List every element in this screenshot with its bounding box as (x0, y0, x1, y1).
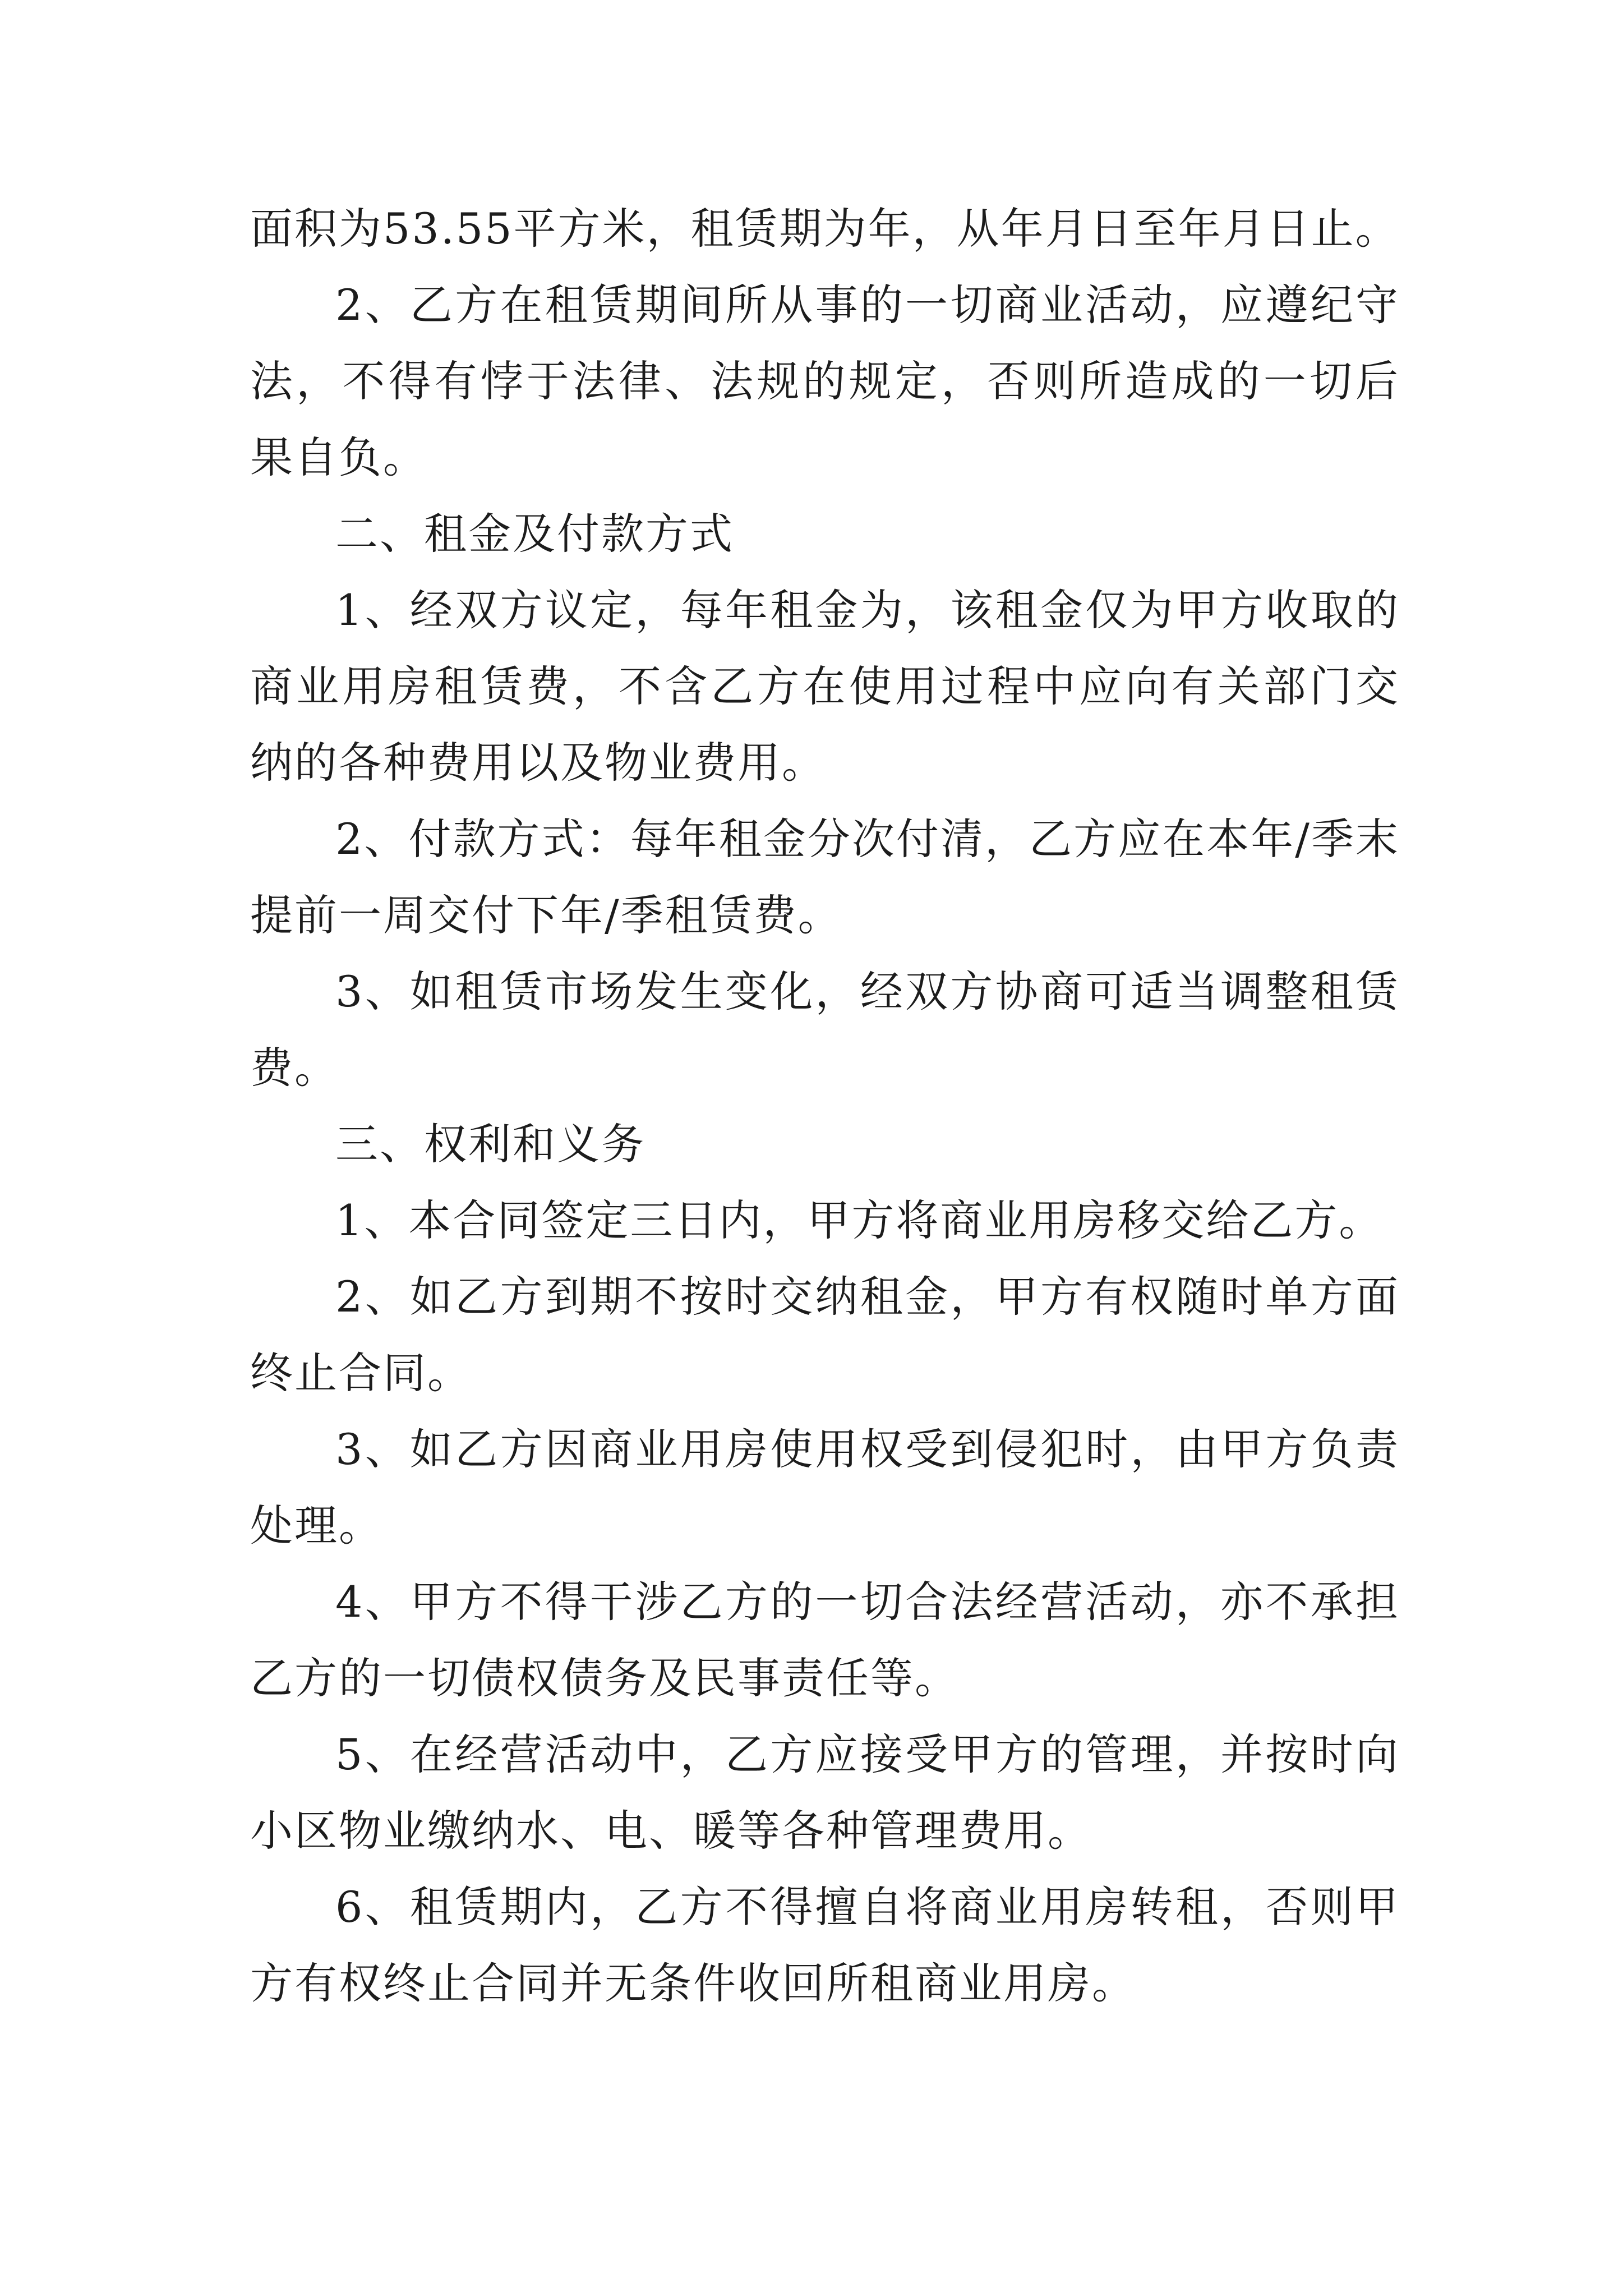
contract-body (250, 191, 1400, 2022)
section-heading-rights-obligations: 三、权利和义务 (335, 1119, 645, 1169)
paragraph-late-rent-termination: 2、如乙方到期不按时交纳租金，甲方有权随时单方面终止合同。 (250, 1272, 1400, 1398)
paragraph-lawful-business: 2、乙方在租赁期间所从事的一切商业活动，应遵纪守法，不得有悖于法律、法规的规定，否则所造成的一切后果自负。 (250, 280, 1400, 482)
paragraph-non-interference: 4、甲方不得干涉乙方的一切合法经营活动，亦不承担乙方的一切债权债务及民事责任等。 (250, 1577, 1400, 1703)
paragraph-usage-rights-infringement: 3、如乙方因商业用房使用权受到侵犯时，由甲方负责处理。 (250, 1424, 1400, 1550)
paragraph-management-fees: 5、在经营活动中，乙方应接受甲方的管理，并按时向小区物业缴纳水、电、暖等各种管理费用。 (250, 1729, 1400, 1856)
paragraph-payment-method: 2、付款方式：每年租金分次付清，乙方应在本年/季末提前一周交付下年/季租赁费。 (250, 814, 1400, 940)
paragraph-annual-rent: 1、经双方议定，每年租金为，该租金仅为甲方收取的商业用房租赁费，不含乙方在使用过程中应向有关部门交纳的各种费用以及物业费用。 (250, 585, 1400, 788)
paragraph-handover: 1、本合同签定三日内，甲方将商业用房移交给乙方。 (335, 1195, 1384, 1245)
paragraph-rent-adjustment: 3、如租赁市场发生变化，经双方协商可适当调整租赁费。 (250, 967, 1400, 1093)
paragraph-area-and-term: 面积为53.55平方米，租赁期为年，从年月日至年月日止。 (250, 204, 1400, 254)
section-heading-rent-payment: 二、租金及付款方式 (335, 509, 734, 559)
paragraph-no-sublease: 6、租赁期内，乙方不得擅自将商业用房转租，否则甲方有权终止合同并无条件收回所租商业用房。 (250, 1882, 1400, 2008)
